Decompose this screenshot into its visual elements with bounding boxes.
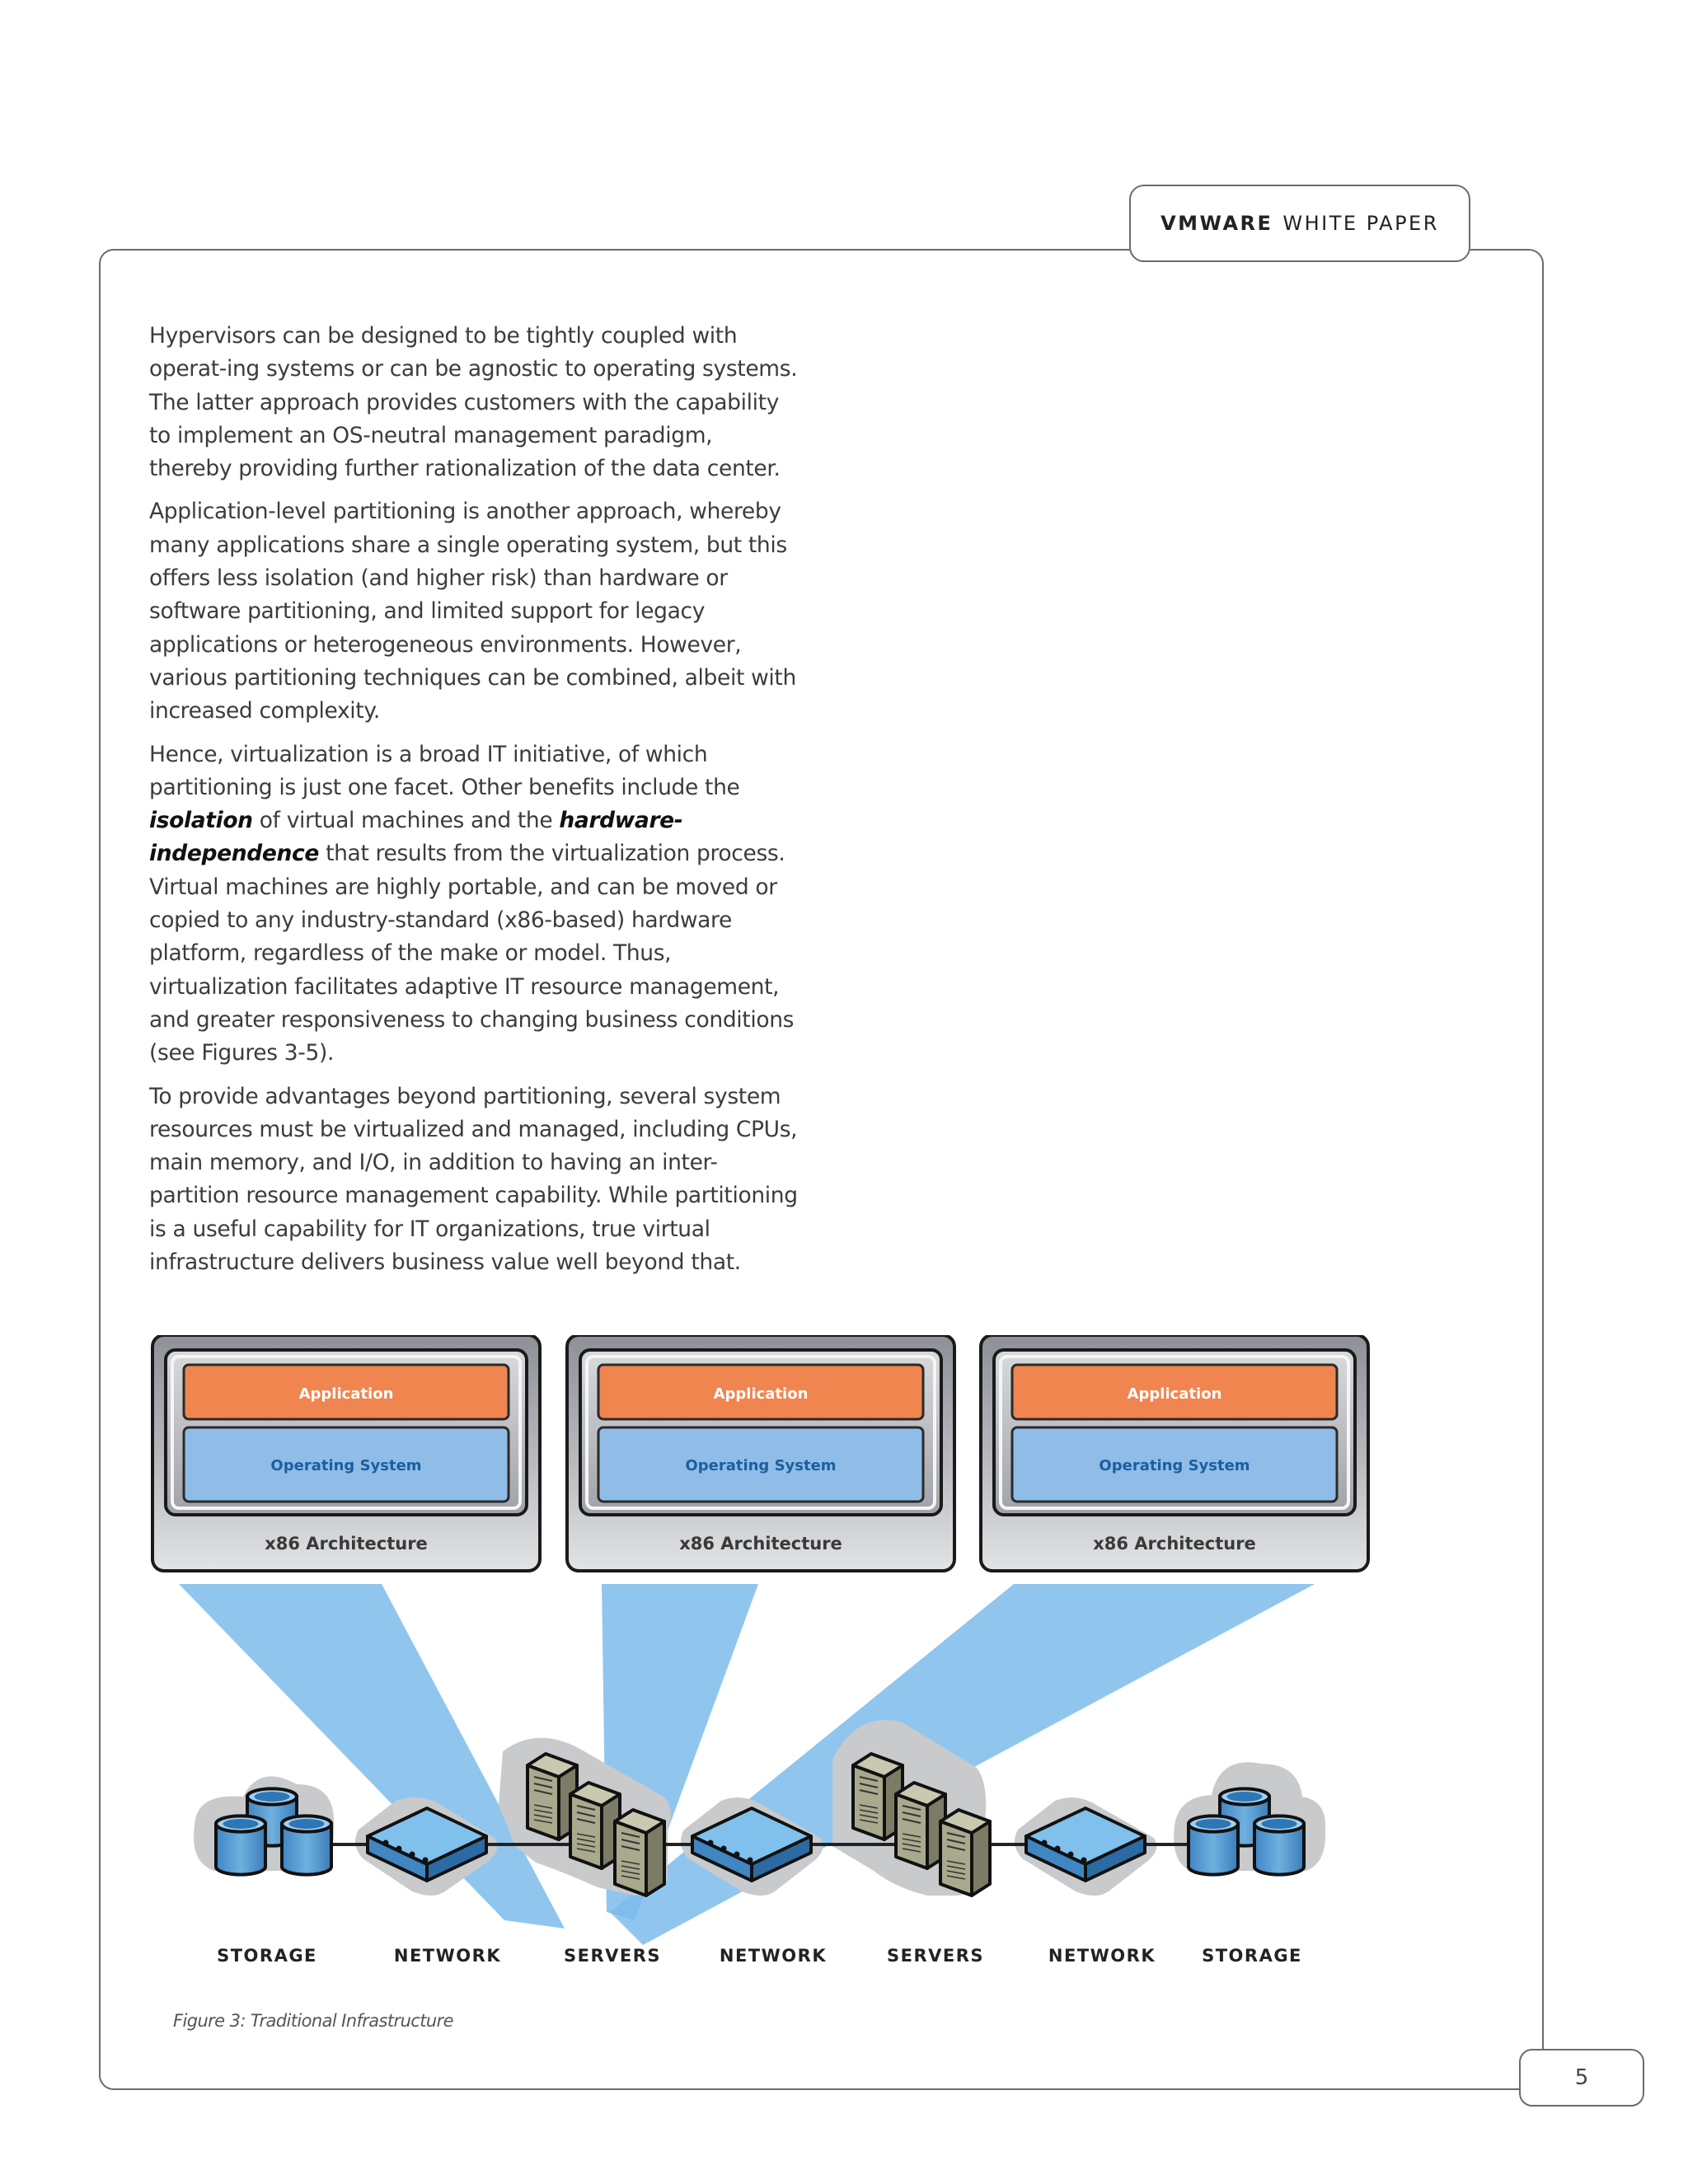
cylinder-top-inner xyxy=(254,1792,289,1802)
arch-label: x86 Architecture xyxy=(1093,1534,1256,1554)
switch-port xyxy=(1068,1852,1074,1858)
switch-port xyxy=(1042,1840,1048,1846)
os-label: Operating System xyxy=(685,1457,837,1474)
server-tower xyxy=(940,1810,990,1896)
server-tower xyxy=(896,1783,945,1868)
paragraph-text: Hypervisors can be designed to be tightly coupled with operat-ing systems or can be agnostic to operating systems. The latter approach provides customers with the capability to implement an OS-neutral management paradigm, thereby providing further rationalization of the data center. xyxy=(149,323,798,482)
paragraph-text: of virtual machines and the xyxy=(252,808,560,834)
header-tab xyxy=(1129,185,1470,262)
switch-port xyxy=(1081,1858,1087,1863)
switch-port xyxy=(410,1852,415,1858)
infra-label: SERVERS xyxy=(563,1946,662,1966)
switch-port xyxy=(734,1852,740,1858)
switch-port xyxy=(1055,1846,1061,1852)
emphasis-text: hardware-independence xyxy=(149,808,683,867)
infra-label: STORAGE xyxy=(1202,1946,1302,1966)
arch-label: x86 Architecture xyxy=(265,1534,428,1554)
server-tower xyxy=(570,1783,620,1868)
x86-stack xyxy=(567,1335,954,1571)
paragraph-3 xyxy=(149,738,800,1071)
switch-port xyxy=(721,1846,727,1852)
cylinder-top-inner xyxy=(223,1819,258,1829)
cylinder-top-inner xyxy=(1226,1792,1262,1802)
infra-label: NETWORK xyxy=(1048,1946,1156,1966)
paragraph-text: Application-level partitioning is another approach, whereby many applications share a single operating system, but this offers less isolation (and higher risk) than hardware or software partitioning, and limited support for legacy applications or heterogeneous environments. However, various partitioning techniques can be combined, albeit with increased complexity. xyxy=(149,499,796,724)
switch-port xyxy=(383,1840,389,1846)
x86-stack xyxy=(152,1335,540,1571)
server-tower xyxy=(615,1810,664,1896)
application-label: Application xyxy=(713,1385,809,1403)
page-number: 5 xyxy=(1519,2049,1644,2107)
cylinder-top-inner xyxy=(288,1819,324,1829)
paragraph-text: that results from the virtualization process. Virtual machines are highly portable, and can be moved or copied to any industry-standard (x86-based) hardware platform, regardless of the make or model. Thus, virtualization facilitates adaptive IT resource management, and greater responsiveness to changing business conditions (see Figures 3-5). xyxy=(149,841,795,1066)
infra-label: STORAGE xyxy=(217,1946,317,1966)
switch-port xyxy=(708,1840,714,1846)
emphasis-text: isolation xyxy=(149,808,253,834)
infra-label: NETWORK xyxy=(719,1946,828,1966)
infra-labels xyxy=(217,1946,1302,1966)
paragraph-text: Hence, virtualization is a broad IT initiative, of which partitioning is just one facet. Other benefits include the xyxy=(149,741,740,800)
cylinder-top-inner xyxy=(1261,1819,1296,1829)
header-label: WHITE PAPER xyxy=(1282,212,1439,235)
cylinder-top-inner xyxy=(1195,1819,1231,1829)
paragraph-2 xyxy=(149,495,800,728)
x86-stack xyxy=(981,1335,1368,1571)
paragraph-text: To provide advantages beyond partitioning, several system resources must be virtualized and managed, including CPUs, main memory, and I/O, in addition to having an inter-partition resource management capability. While partitioning is a useful capability for IT organizations, true virtual infrastructure delivers business value well beyond that. xyxy=(149,1083,798,1276)
figure-caption: Figure 3: Traditional Infrastructure xyxy=(173,2011,453,2031)
x86-stacks xyxy=(152,1335,1368,1571)
body-text xyxy=(149,320,800,1289)
application-label: Application xyxy=(298,1385,394,1403)
switch-port xyxy=(748,1858,753,1863)
os-label: Operating System xyxy=(270,1457,422,1474)
switch-port xyxy=(423,1858,429,1863)
infra-label: NETWORK xyxy=(393,1946,502,1966)
application-label: Application xyxy=(1127,1385,1222,1403)
switch-port xyxy=(396,1846,402,1852)
infra-label: SERVERS xyxy=(886,1946,985,1966)
paragraph-1 xyxy=(149,320,800,485)
header-brand: VMWARE xyxy=(1160,212,1273,235)
os-label: Operating System xyxy=(1099,1457,1250,1474)
figure-traditional-infrastructure xyxy=(148,1335,1401,1994)
paragraph-4 xyxy=(149,1080,800,1280)
storage-cylinder xyxy=(282,1816,331,1874)
storage-cylinder xyxy=(1189,1816,1238,1874)
arch-label: x86 Architecture xyxy=(679,1534,842,1554)
storage-cylinder xyxy=(216,1816,265,1874)
storage-cylinder xyxy=(1254,1816,1304,1874)
